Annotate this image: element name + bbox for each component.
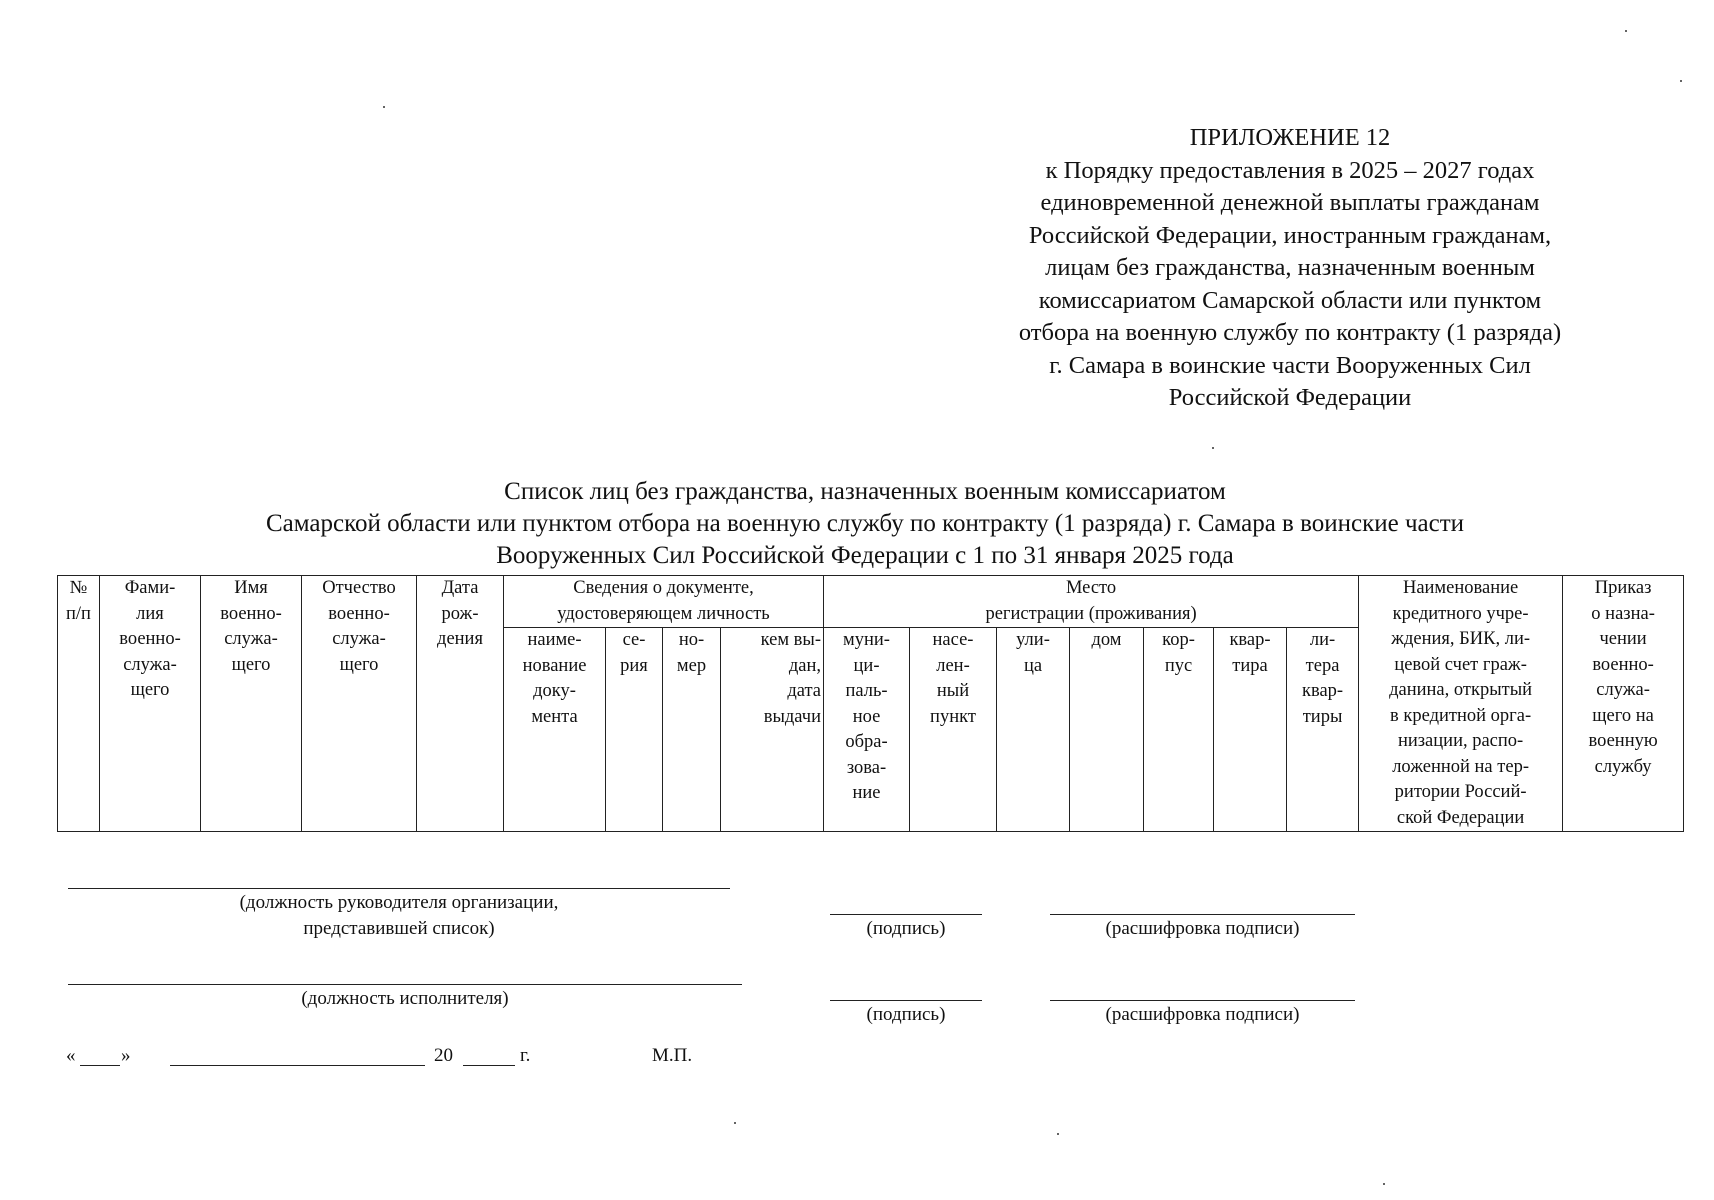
document-title [150,476,1580,572]
scan-speck [1680,80,1682,82]
head-position-line [68,888,730,889]
decoding-caption-2: (расшифровка подписи) [1105,1004,1300,1025]
col-name [201,576,302,832]
appendix-line: Российской Федерации [1168,384,1412,411]
col-surname [100,576,201,832]
stamp-placeholder: М.П. [652,1045,693,1066]
date-day-line [80,1065,120,1066]
appendix-line: отбора на военную службу по контракту (1 разряда) [1018,319,1562,346]
title-line: Вооруженных Сил Российской Федерации с 1 по 31 января 2025 года [496,542,1234,569]
decoding-caption-1: (расшифровка подписи) [1105,918,1300,939]
col-group-document-label: Сведения о документе, удостоверяющем личность [557,578,770,624]
col-house-label: дом [1091,630,1122,650]
col-group-document [504,576,824,628]
col-birth-date-label: Дата рож- дения [437,578,483,649]
appendix-line: Российской Федерации, иностранным гражданам, [1028,221,1552,249]
appendix-line: лицам без гражданства, назначенным военным [1045,254,1535,281]
col-bank-label: Наименование кредитного учре- ждения, БИК, ли- цевой счет граж- данина, открытый в кредитной орга- низации, распо- ложенной на тер- ритории Россий- ской Федерации [1389,578,1533,828]
col-group-address-label: Место регистрации (проживания) [985,578,1197,624]
date-close-quote: » [121,1045,131,1066]
scan-speck [1057,1133,1059,1135]
executor-position-line [68,984,742,985]
head-position-caption: (должность руководителя организации, представившей список) [239,892,559,939]
col-building [1144,628,1214,832]
date-year-suffix: г. [520,1045,531,1066]
col-patronymic-label: Отчество военно- служа- щего [322,578,396,675]
col-birth-date [417,576,504,832]
col-surname-label: Фами- лия военно- служа- щего [119,578,181,700]
persons-table [57,575,1684,832]
col-doc-number [663,628,721,832]
col-apartment [1214,628,1287,832]
col-doc-issued-label: кем вы- дан, дата выдачи [760,630,821,727]
date-year-line [463,1065,515,1066]
appendix-line: к Порядку предоставления в 2025 – 2027 годах [1045,156,1535,184]
col-street [997,628,1070,832]
col-house [1070,628,1144,832]
signature-line-1 [830,914,982,915]
appendix-header [960,122,1620,415]
appendix-line: единовременной денежной выплаты гражданам [1040,189,1540,216]
col-locality [910,628,997,832]
col-street-label: ули- ца [1016,630,1050,676]
title-line: Список лиц без гражданства, назначенных военным комиссариатом [504,478,1226,505]
signature-caption-1: (подпись) [866,918,946,939]
decoding-line-1 [1050,914,1355,915]
col-group-address [824,576,1359,628]
col-building-label: кор- пус [1162,630,1195,676]
col-order [1563,576,1684,832]
col-municipality [824,628,910,832]
col-doc-series [606,628,663,832]
col-doc-number-label: но- мер [676,630,707,676]
col-name-label: Имя военно- служа- щего [220,578,282,675]
col-apartment-letter-label: ли- тера квар- тиры [1301,630,1344,727]
executor-position-caption: (должность исполнителя) [301,988,509,1009]
col-doc-series-label: се- рия [620,630,648,676]
date-year-prefix: 20 [434,1045,453,1066]
col-doc-name [504,628,606,832]
appendix-line: г. Самара в воинские части Вооруженных Сил [1049,351,1531,379]
col-number-label: № п/п [66,578,91,624]
signature-line-2 [830,1000,982,1001]
col-apartment-letter [1287,628,1359,832]
decoding-line-2 [1050,1000,1355,1001]
scan-speck [734,1122,736,1124]
col-bank [1359,576,1563,832]
date-month-line [170,1065,425,1066]
col-doc-name-label: наиме- нование доку- мента [522,630,587,727]
scan-speck [1383,1183,1385,1185]
col-number [58,576,100,832]
scan-speck [1212,447,1214,449]
col-locality-label: насе- лен- ный пункт [930,630,976,727]
signature-caption-2: (подпись) [866,1004,946,1025]
title-line: Самарской области или пунктом отбора на военную службу по контракту (1 разряда) г. Самара в воинские части [265,510,1465,537]
date-open-quote: « [66,1045,76,1066]
col-apartment-label: квар- тира [1229,630,1271,676]
appendix-line: комиссариатом Самарской области или пунктом [1038,286,1542,314]
scan-speck [1625,30,1627,32]
scan-speck [383,106,385,108]
appendix-line: ПРИЛОЖЕНИЕ 12 [1189,124,1391,151]
col-order-label: Приказ о назна- чении военно- служа- щего на военную службу [1588,578,1658,777]
col-municipality-label: муни- ци- паль- ное обра- зова- ние [843,630,890,803]
col-patronymic [302,576,417,832]
col-doc-issued [721,628,824,832]
